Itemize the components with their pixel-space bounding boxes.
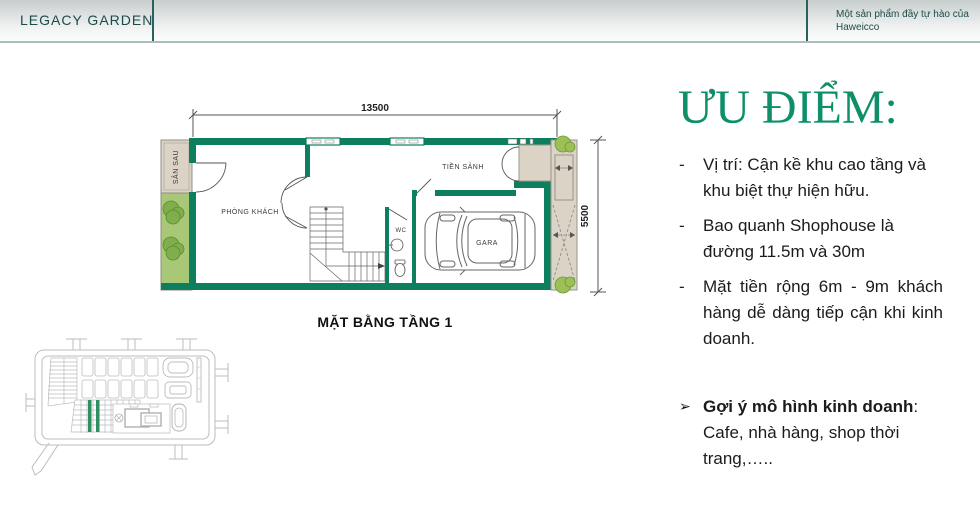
bullet-text: Bao quanh Shophouse là đường 11.5m và 30m [703,216,894,261]
header-bar [0,0,980,43]
suggestion-colon: : [913,397,919,416]
suggestion-body: Cafe, nhà hàng, shop thời trang,….. [703,423,900,468]
bullet-dash-icon: - [679,277,685,296]
map-blocks-right [163,358,201,402]
suggestion-text [703,394,943,472]
floor-plan-caption: MẶT BẰNG TẦNG 1 [317,314,453,330]
dim-width-label: 13500 [361,103,389,114]
brand-title: LEGACY GARDEN [20,12,154,28]
advantages-title: ƯU ĐIỂM: [678,81,898,134]
bullet-text: Mặt tiền rộng 6m - 9m khách hàng dễ dàng tiếp cận khi kinh doanh. [703,277,943,348]
suggestion-title: Gợi ý mô hình kinh doanh [703,397,914,416]
site-map [25,333,235,498]
bullet-text: Vị trí: Cận kề khu cao tầng và khu biệt thự hiện hữu. [703,155,927,200]
header-divider-right [806,0,808,41]
room-label-gara: GARA [476,240,498,247]
room-label-tien-sanh: TIỀN SẢNH [442,164,484,171]
room-label-san-sau: SÂN SAU [173,149,180,185]
business-suggestion [679,394,943,472]
garden-strip [161,193,192,290]
map-lots [48,358,77,406]
wc-fixtures [389,239,405,277]
porch [519,145,551,181]
stairs [310,207,385,281]
bullet-dash-icon: - [679,216,685,235]
dim-height-label: 5500 [580,204,591,228]
list-item [679,152,943,204]
arrow-bullet-icon: ➢ [679,399,691,415]
list-item [679,274,943,352]
room-label-phong-khach: PHÒNG KHÁCH [221,209,279,216]
brand-tagline [836,8,969,34]
map-grid-upper [82,358,158,398]
tagline-line2: Haweicco [836,22,880,33]
ramp [551,136,577,293]
tagline-line1: Một sản phẩm đầy tự hào của [836,9,969,20]
map-buildings [113,404,186,433]
advantages-list [679,152,943,472]
bullet-dash-icon: - [679,155,685,174]
floor-plan [140,95,620,330]
room-label-wc: WC [395,228,407,234]
dimension-right [590,136,606,296]
list-item [679,213,943,265]
